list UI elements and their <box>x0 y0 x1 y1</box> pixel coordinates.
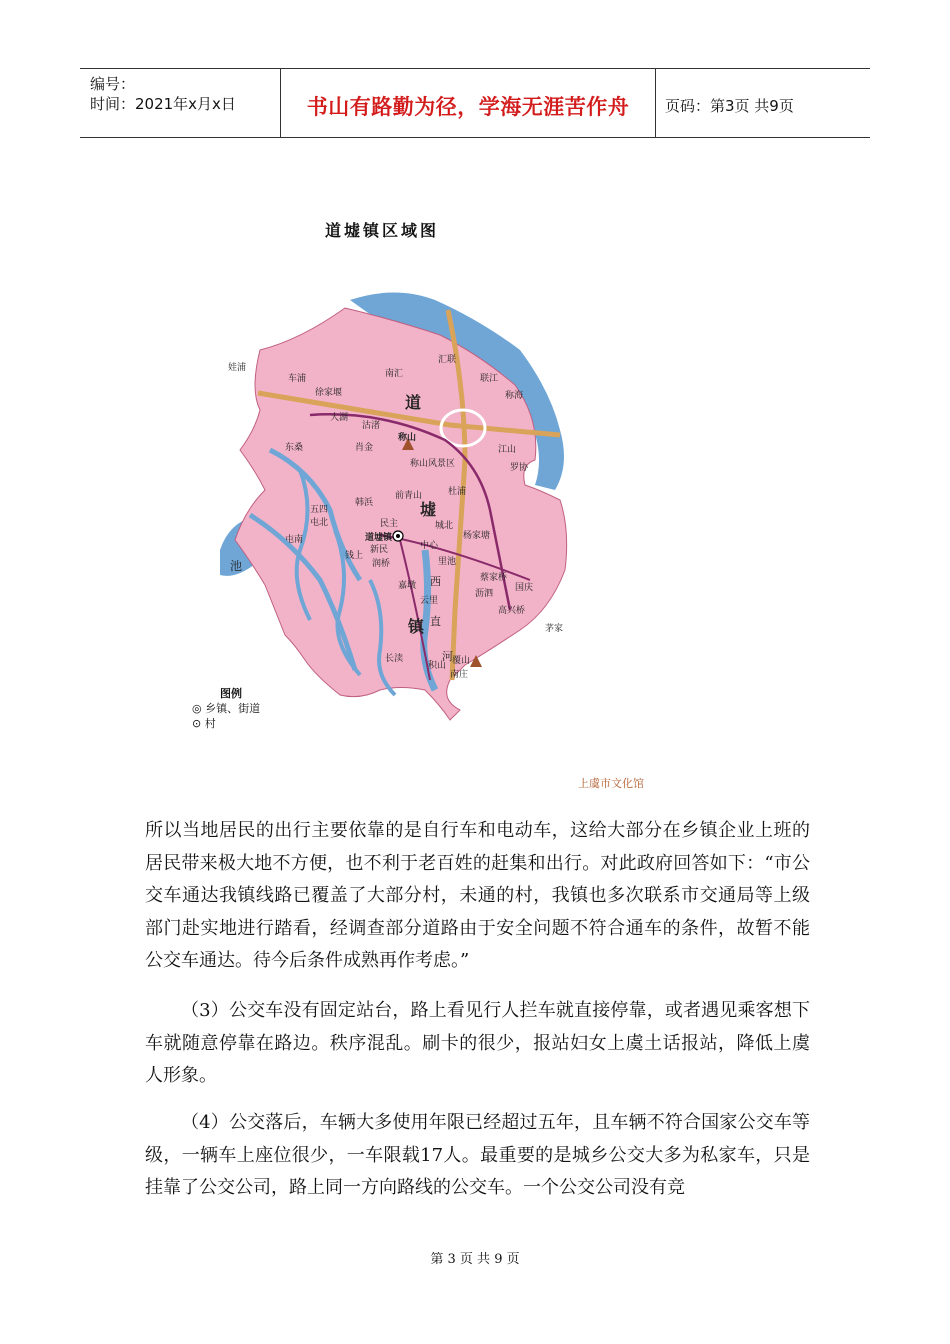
body-paragraph-2: （3）公交车没有固定站台，路上看见行人拦车就直接停靠，或者遇见乘客想下车就随意停靠在路边。秩序混乱。刷卡的很少，报站妇女上虞土话报站，降低上虞人形象。 <box>145 1000 810 1086</box>
place-label: 娃浦 <box>228 363 247 373</box>
place-label: 称山 <box>398 433 417 443</box>
header-meta-cell <box>80 69 280 137</box>
legend-title: 图例 <box>220 687 242 700</box>
document-date: 时间：2021年x月x日 <box>90 95 236 113</box>
place-label: 嘉墩 <box>398 581 417 591</box>
place-label: 罗协 <box>510 463 529 473</box>
place-label: 覆山 <box>452 656 471 666</box>
legend-item-town: ◎ 乡镇、街道 <box>192 702 261 715</box>
water-label: 直 <box>430 615 441 628</box>
place-label: 杨家塘 <box>463 531 491 541</box>
place-label: 杜浦 <box>448 487 467 497</box>
place-label: 道墟镇 <box>365 533 393 543</box>
map-big-label: 墟 <box>420 500 437 519</box>
place-label: 润桥 <box>372 559 391 569</box>
place-label: 称海 <box>505 391 524 401</box>
place-label: 高兴桥 <box>498 606 526 616</box>
water-label: 河 <box>442 650 453 663</box>
place-label: 南汇 <box>385 369 404 379</box>
place-label: 江山 <box>498 445 517 455</box>
map-credit: 上虞市文化馆 <box>578 777 644 790</box>
place-label: 里池 <box>438 557 457 567</box>
place-label: 屯南 <box>285 535 304 545</box>
map-legend <box>192 686 260 731</box>
legend-item-village: ⊙ 村 <box>192 717 216 730</box>
place-label: 东桑 <box>285 443 304 453</box>
map-big-label: 镇 <box>408 617 425 636</box>
place-label: 大湖 <box>330 413 349 423</box>
map-big-label: 道 <box>405 393 422 412</box>
page-footer: 第 3 页 共 9 页 <box>430 1252 520 1267</box>
town-marker-center <box>396 534 400 538</box>
header-motto-cell <box>280 69 656 137</box>
place-label: 新民 <box>370 545 389 555</box>
place-label: 城北 <box>435 521 454 531</box>
place-label: 钱上 <box>345 551 364 561</box>
page-code: 页码：第3页 共9页 <box>665 97 794 115</box>
place-label: 称山风景区 <box>410 459 456 469</box>
place-label: 沽渚 <box>362 421 381 431</box>
water-label: 池 <box>230 559 243 573</box>
place-label: 国庆 <box>515 583 534 593</box>
header-table <box>80 68 870 138</box>
body-paragraph-3: （4）公交落后，车辆大多使用年限已经超过五年，且车辆不符合国家公交车等级，一辆车上座位很少，一车限载17人。最重要的是城乡公交大多为私家车，只是挂靠了公交公司，路上同一方向路线的公交车。一个公交公司没有竞 <box>145 1112 810 1198</box>
place-label: 屯北 <box>310 518 329 528</box>
water-label: 西 <box>430 575 441 588</box>
place-label: 南庄 <box>450 670 469 680</box>
place-label: 汇联 <box>438 355 457 365</box>
place-label: 积山 <box>428 661 447 671</box>
document-number-label: 编号： <box>90 75 136 93</box>
place-label: 韩浜 <box>355 498 374 508</box>
place-label: 长渎 <box>385 654 404 664</box>
place-label: 沥泗 <box>475 589 494 599</box>
place-label: 云里 <box>420 596 439 606</box>
place-label: 前青山 <box>395 491 423 501</box>
place-label: 中心 <box>420 541 439 551</box>
header-page-cell <box>655 69 870 137</box>
place-label: 徐家堰 <box>315 388 343 398</box>
place-label: 民主 <box>380 519 399 529</box>
place-label: 茅家 <box>545 624 564 634</box>
motto: 书山有路勤为径，学海无涯苦作舟 <box>306 94 630 119</box>
place-label: 五四 <box>310 505 329 515</box>
place-label: 车浦 <box>288 374 307 384</box>
place-label: 联江 <box>480 374 499 384</box>
body-paragraph-1: 所以当地居民的出行主要依靠的是自行车和电动车，这给大部分在乡镇企业上班的居民带来极大地不方便，也不利于老百姓的赶集和出行。对此政府回答如下：“市公交车通达我镇线路已覆盖了大部分村，未通的村，我镇也多次联系市交通局等上级部门赴实地进行踏看，经调查部分道路由于安全问题不符合通车的条件，故暂不能公交车通达。待今后条件成熟再作考虑。” <box>145 820 810 971</box>
place-label: 蔡家桥 <box>480 573 508 583</box>
map-title: 道墟镇区域图 <box>325 221 440 240</box>
district-map <box>180 280 620 730</box>
place-label: 肖金 <box>355 443 374 453</box>
